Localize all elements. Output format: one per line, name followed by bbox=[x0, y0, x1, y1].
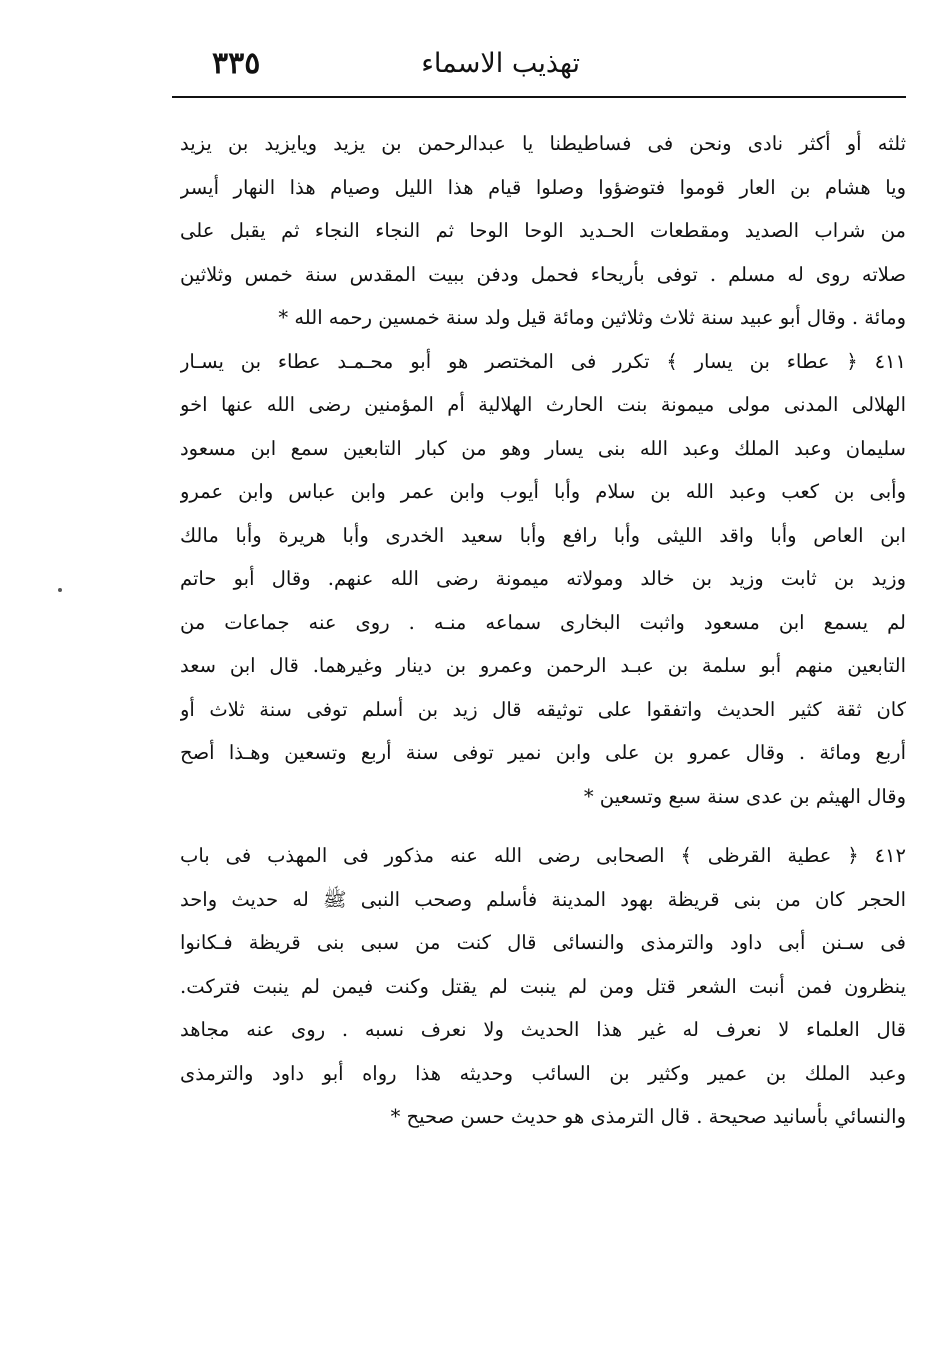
text-line: من شراب الصديد ومقطعات الحـديد الوحا الوحا ثم النجاء النجاء ثم يقبل على bbox=[180, 219, 906, 242]
scan-speck bbox=[58, 588, 62, 592]
text-line: ويا هشام بن العار قوموا فتوضؤوا وصلوا قيام هذا الليل وصيام هذا النهار أيسر bbox=[180, 175, 906, 199]
text-line: التابعين منهم أبو سلمة بن عبـد الرحمن وعمرو بن دينار وغيرهما. قال ابن سعد bbox=[180, 654, 906, 677]
text-line: سليمان وعبد الملك وعبد الله بنى يسار وهو من كبار التابعين سمع ابن مسعود bbox=[180, 436, 906, 460]
text-line: ابن العاص وأبا واقد الليثى وأبا رافع وأبا سعيد الخدرى وأبا هريرة وأبا مالك bbox=[180, 523, 906, 547]
text-line: ينظرون فمن أنبت الشعر قتل ومن لم ينبت لم يقتل وكنت فيمن لم ينبت فتركت. bbox=[180, 974, 906, 998]
text-line: والنسائي بأسانيد صحيحة . قال الترمذى هو حديث حسن صحيح * bbox=[390, 1105, 906, 1128]
header-rule bbox=[172, 96, 906, 98]
entry-heading-line: ٤١١ ﴿ عطاء بن يسار ﴾ تكرر فى المختصر هو أبو محـمـد عطاء بن يسـار bbox=[180, 349, 906, 373]
text-line: وقال الهيثم بن عدى سنة سبع وتسعين * bbox=[583, 784, 906, 808]
text-line: قال العلماء لا نعرف له غير هذا الحديث ولا نعرف نسبه . روى عنه مجاهد bbox=[180, 1018, 906, 1041]
text-line: كان ثقة كثير الحديث واتفقوا على توثيقه قال زيد بن أسلم توفى سنة ثلاث أو bbox=[180, 697, 906, 721]
running-header bbox=[170, 42, 910, 94]
page-number: ٣٣٥ bbox=[212, 46, 261, 81]
text-line: الهلالى المدنى مولى ميمونة بنت الحارث الهلالية أم المؤمنين رضى الله عنها اخو bbox=[180, 393, 906, 416]
entry-gap bbox=[180, 818, 906, 834]
text-line: وزيد بن ثابت وزيد بن خالد ومولاته ميمونة رضى الله عنهم. وقال أبو حاتم bbox=[180, 567, 906, 590]
text-line: أربع ومائة . وقال عمرو بن على وابن نمير توفى سنة أربع وتسعين وهـذا أصح bbox=[180, 741, 906, 764]
text-line: وأبى بن كعب وعبد الله بن سلام وأبا أيوب وابن عمر وابن عباس وابن عمرو bbox=[180, 480, 906, 503]
text-line: فى سـنن أبى داود والترمذى والنسائى قال كنت من سبى بنى قريظة فـكانوا bbox=[180, 931, 906, 954]
text-line: لم يسمع ابن مسعود واثبت البخارى سماعه منـه . روى عنه جماعات من bbox=[180, 610, 906, 634]
text-line: صلاته روى له مسلم . توفى بأريحاء فحمل ودفن ببيت المقدس سنة خمس وثلاثين bbox=[180, 262, 906, 286]
entry-heading-line: ٤١٢ ﴿ عطية القرظى ﴾ الصحابى رضى الله عنه مذكور فى المهذب فى باب bbox=[180, 844, 906, 867]
text-line: الحجر كان من بنى قريظة بهود المدينة فأسلم وصحب النبى ﷺ له حديث واحد bbox=[180, 887, 906, 911]
text-line: ومائة . وقال أبو عبيد سنة ثلاث وثلاثين ومائة قيل ولد سنة خمسين رحمه الله * bbox=[278, 306, 906, 329]
text-line: ثلثه أو أكثر نادى ونحن فى فساطيطنا يا عبدالرحمن بن يزيد ويايزيد بن يزيد bbox=[180, 132, 906, 155]
body-text bbox=[180, 122, 906, 1139]
text-line: وعبد الملك بن عمير وكثير بن السائب وحديثه هذا رواه أبو داود والترمذى bbox=[180, 1061, 906, 1085]
running-title: تهذيب الاسماء bbox=[421, 48, 580, 79]
